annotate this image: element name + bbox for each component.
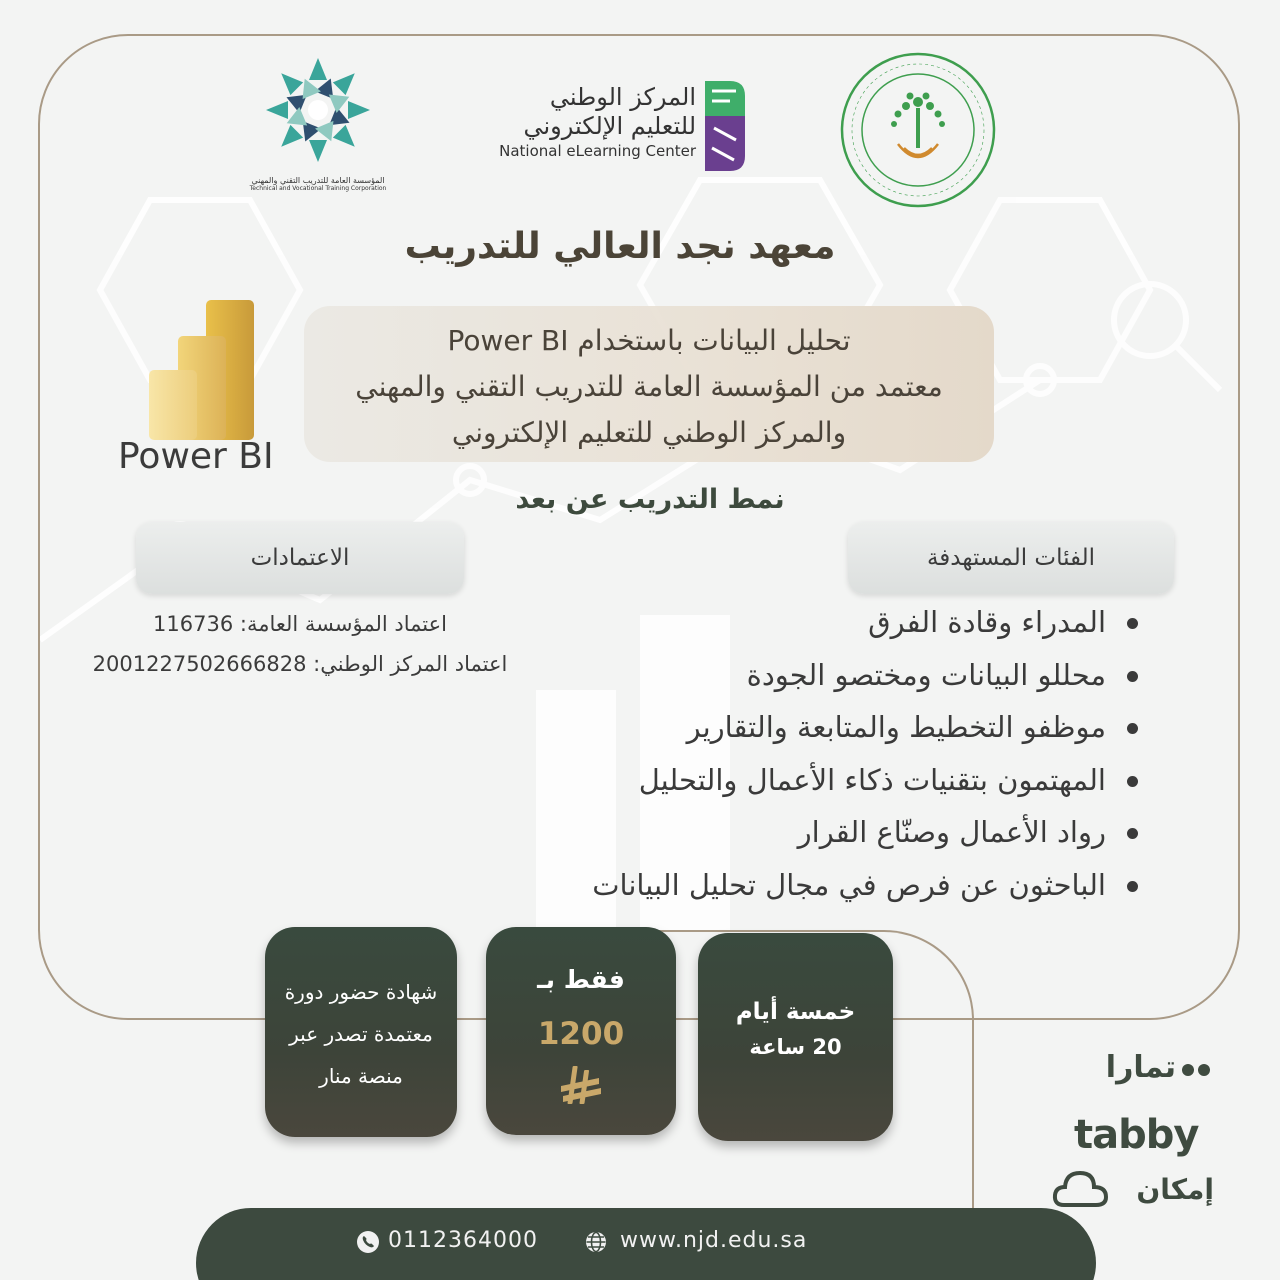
duration-days: خمسة أيام [735,999,856,1025]
certificate-card [265,927,457,1137]
globe-icon [584,1230,608,1254]
emkan-logo [1052,1163,1222,1213]
list-item-label: المدراء وقادة الفرق [868,605,1106,639]
course-title-band [304,306,994,462]
certificate-line3: منصة منار [319,1064,403,1088]
course-title: تحليل البيانات باستخدام Power BI [447,324,851,357]
power-bi-icon [120,300,280,440]
list-item [438,859,1138,912]
website-link[interactable]: www.njd.edu.sa [620,1228,808,1253]
target-groups-header-label: الفئات المستهدفة [926,545,1096,571]
power-bi-logo [120,300,280,480]
price-card [486,927,676,1135]
list-item [438,806,1138,859]
list-item [438,649,1138,702]
bullet-icon [1127,828,1138,839]
list-item-label: المهتمون بتقنيات ذكاء الأعمال والتحليل [638,762,1106,797]
target-groups-header [848,522,1174,594]
tvtc-name-ar: المؤسسة العامة للتدريب التقني والمهني [251,176,385,185]
list-item-label: موظفو التخطيط والمتابعة والتقارير [686,710,1106,744]
course-accreditation-line2: والمركز الوطني للتعليم الإلكتروني [451,416,847,449]
bullet-icon [1127,618,1138,629]
power-bi-label: Power BI [118,436,274,477]
accreditation-tvtc: اعتماد المؤسسة العامة: 116736 [153,612,447,636]
duration-card [698,933,893,1141]
tamara-logo [1064,1050,1214,1086]
bullet-icon [1127,723,1138,734]
phone-number[interactable]: 0112364000 [388,1228,538,1253]
training-mode: نمط التدريب عن بعد [515,484,785,515]
list-item [438,754,1138,807]
tvtc-name-en: Technical and Vocational Training Corporation [249,185,387,192]
nelc-name-en: National eLearning Center [499,142,696,160]
list-item-label: محللو البيانات ومختصو الجودة [746,657,1106,692]
tamara-label: تمارا [1105,1050,1176,1085]
list-item [438,701,1138,754]
emkan-cloud-icon [1052,1167,1110,1211]
tvtc-emblem-icon [263,52,373,170]
duration-hours: 20 ساعة [749,1035,842,1059]
institute-title: معهد نجد العالي للتدريب [404,226,836,267]
price-label: فقط بـ [537,965,625,994]
certificate-line2: معتمدة تصدر عبر [289,1022,433,1046]
najd-seal-logo [838,50,998,210]
course-accreditation-line1: معتمد من المؤسسة العامة للتدريب التقني والمهني [355,370,943,403]
list-item [438,596,1138,649]
tabby-logo: tabby [1074,1112,1199,1158]
phone-icon [356,1230,380,1254]
nelc-name-line1: المركز الوطني [549,83,696,111]
bullet-icon [1127,671,1138,682]
bullet-icon [1127,776,1138,787]
list-item-label: الباحثون عن فرص في مجال تحليل البيانات [592,867,1106,902]
list-item-label: رواد الأعمال وصنّاع القرار [797,815,1106,849]
bullet-icon [1127,881,1138,892]
nelc-name-line2: للتعليم الإلكتروني [523,112,696,140]
najd-seal-icon [838,50,998,210]
emkan-label: إمكان [1136,1173,1214,1206]
nelc-emblem-icon [700,76,750,176]
nelc-logo [490,76,760,176]
accreditations-header [136,522,464,594]
certificate-line1: شهادة حضور دورة [284,980,438,1004]
target-groups-list [438,596,1138,911]
price-value: 1200 [537,1016,625,1052]
tamara-dots-icon [1180,1063,1214,1077]
saudi-riyal-icon [559,1064,603,1110]
accreditation-nelc: اعتماد المركز الوطني: 2001227502666828 [92,652,508,676]
accreditations-header-label: الاعتمادات [250,545,350,571]
tvtc-logo [238,52,398,202]
